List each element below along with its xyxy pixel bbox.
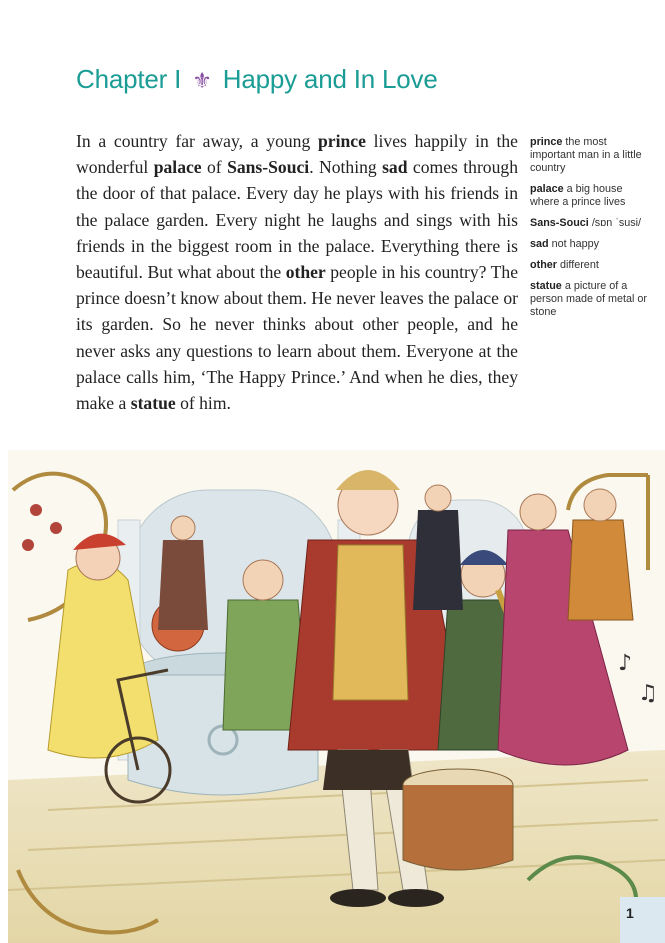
music-note-icon: ♪ (618, 651, 633, 676)
fleur-de-lis-icon: ⚜ (192, 68, 212, 93)
glossary-entry (530, 280, 650, 319)
text-segment: In a country far away, a young (76, 131, 318, 151)
glossary-term: sad (530, 238, 549, 250)
glossary-term: prince (530, 136, 563, 148)
glossary-entry (530, 183, 650, 209)
text-segment: lives happily in the wonderful (76, 131, 518, 178)
page-number: 1 (620, 897, 665, 943)
glossary-term: palace (530, 183, 564, 195)
vocab-word: palace (153, 157, 202, 178)
vocab-word: sad (382, 157, 408, 178)
glossary-entry (530, 238, 650, 251)
vocab-word: other (285, 262, 326, 283)
glossary-sidebar (530, 136, 650, 327)
glossary-definition: different (560, 259, 599, 271)
chapter-heading (76, 64, 438, 95)
vocab-word: Sans-Souci (227, 157, 310, 178)
glossary-definition: the most important man in a little country (530, 136, 642, 174)
text-segment: of him. (175, 393, 231, 414)
glossary-entry (530, 217, 650, 230)
text-segment: comes through the door of that palace. Every day he plays with his friends in the palace garden. Every night he laughs and sings with his friends in the biggest room in the palace. Everything there is beautiful. But what about the (76, 157, 518, 283)
svg-text:♫: ♫ (638, 681, 658, 706)
glossary-definition: not happy (551, 238, 600, 250)
background-guest-left (158, 540, 208, 630)
vocab-word: prince (318, 131, 366, 151)
text-segment: . Nothing (309, 157, 383, 178)
palace-party-illustration (8, 450, 665, 943)
glossary-definition: a big house where a prince lives (530, 183, 626, 208)
glossary-term: statue (530, 280, 562, 292)
vocab-word: statue (130, 393, 176, 414)
chapter-title: Happy and In Love (222, 64, 438, 94)
text-segment: of (201, 157, 228, 178)
story-paragraph (76, 128, 518, 416)
glossary-term: other (530, 259, 557, 271)
glossary-term: Sans-Souci (530, 217, 589, 229)
chapter-label: Chapter I (76, 64, 182, 94)
background-guest (413, 510, 463, 610)
glossary-entry (530, 136, 650, 175)
glossary-definition: /sɒn ˈsusi/ (591, 217, 642, 229)
guitarist (568, 520, 633, 620)
text-segment: people in his country? The prince doesn’t know about them. He never leaves the palace or its garden. So he never thinks about other people, and he never asks any questions to learn about them. Everyone at the palace calls him, ‘The Happy Prince.’ And when he dies, they make a (76, 262, 518, 414)
glossary-definition: a picture of a person made of metal or stone (530, 280, 648, 318)
glossary-entry (530, 259, 650, 272)
prince-waistcoat (333, 545, 408, 700)
